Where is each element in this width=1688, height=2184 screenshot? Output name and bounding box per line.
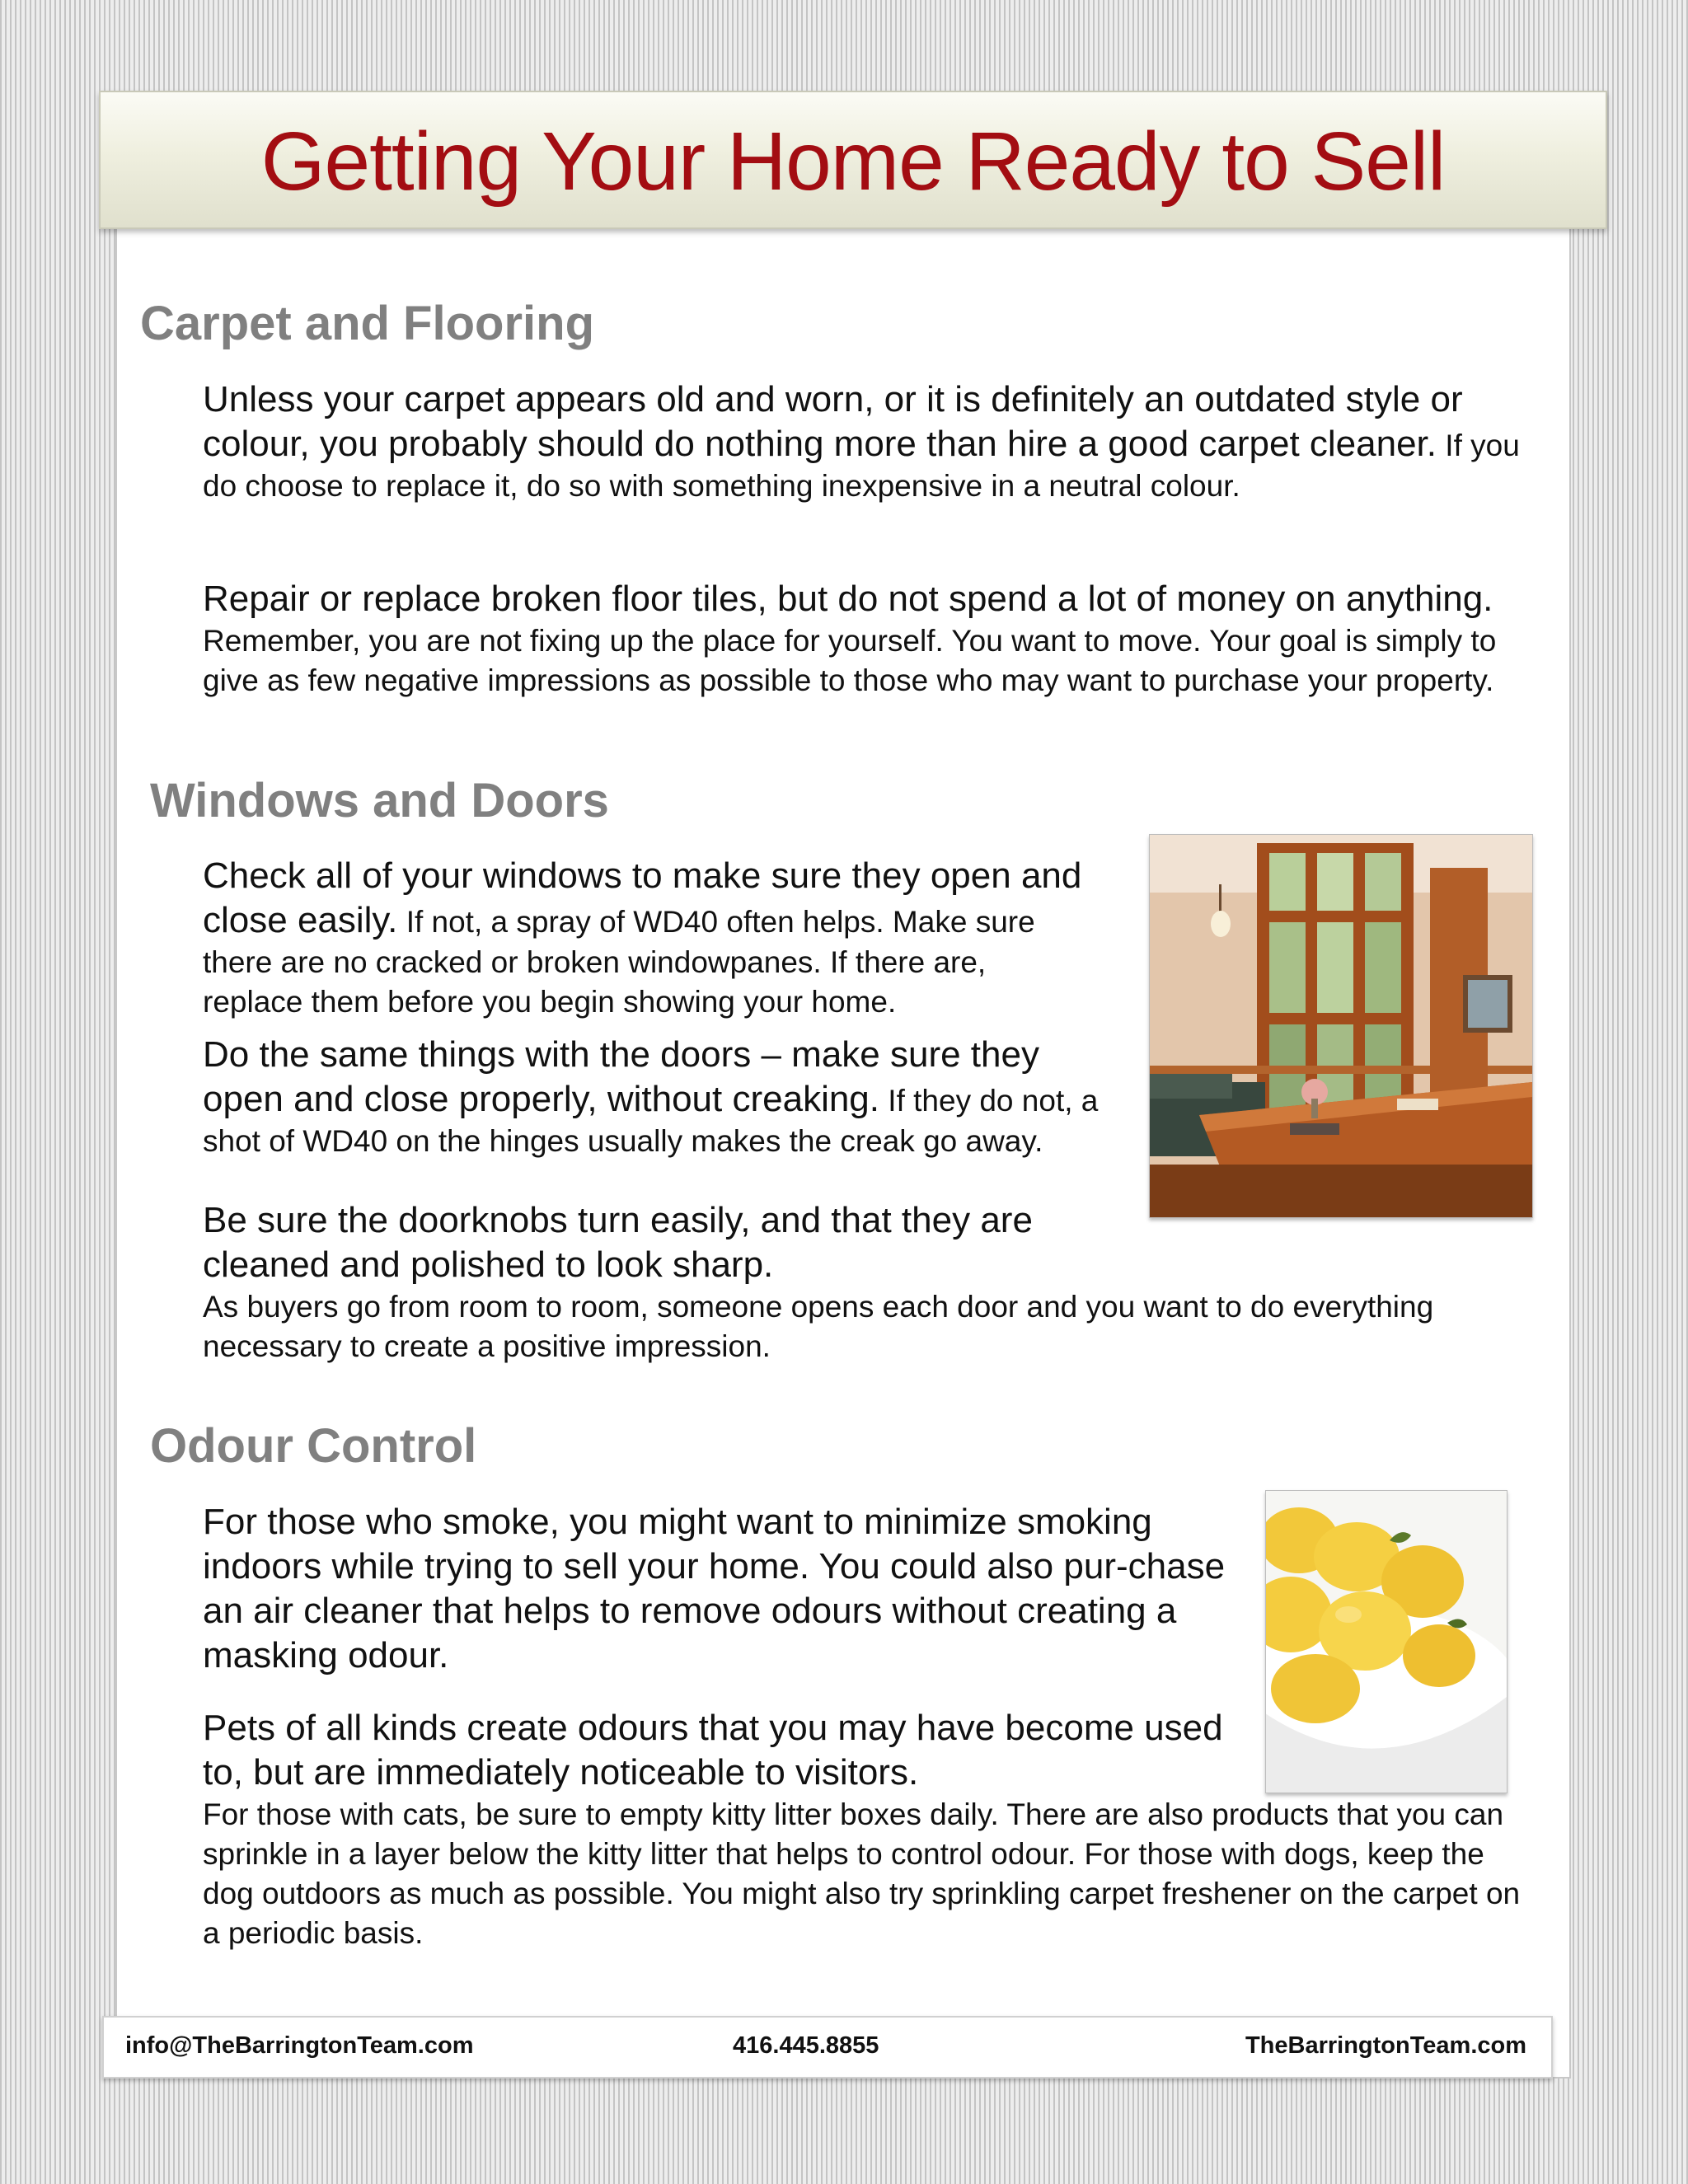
windows-p3-lead: Be sure the doorknobs turn easily, and that they are cleaned and polished to look sharp. bbox=[203, 1200, 1033, 1285]
windows-paragraph-3 bbox=[203, 1198, 1505, 1366]
carpet-paragraph-1 bbox=[203, 377, 1522, 506]
title-banner bbox=[99, 91, 1607, 229]
windows-p2-rest: If they do not, a shot of WD40 on the hinges usually makes the creak go away. bbox=[203, 1084, 1099, 1158]
windows-p1-lead: Check all of your windows to make sure they open and close easily. bbox=[203, 855, 1082, 940]
footer-website[interactable]: TheBarringtonTeam.com bbox=[1245, 2032, 1526, 2059]
carpet-p1-rest: If you do choose to replace it, do so with something inexpensive in a neutral colour. bbox=[203, 429, 1520, 503]
windows-p1-rest: If not, a spray of WD40 often helps. Make sure there are no cracked or broken windowpanes. If there are, replace them before you begin showing your home. bbox=[203, 905, 1035, 1019]
living-room-illustration bbox=[1150, 835, 1532, 1217]
carpet-p2-lead: Repair or replace broken floor tiles, but do not spend a lot of money on anything. bbox=[203, 579, 1493, 619]
living-room-photo bbox=[1149, 834, 1533, 1218]
odour-p2-rest: For those with cats, be sure to empty kitty litter boxes daily. There are also products that you can sprinkle in a layer below the kitty litter that helps to control odour. For those with dogs, keep the dog outdoors as much as possible. You might also try sprinkling carpet freshener on the carpet on a periodic basis. bbox=[203, 1797, 1521, 1950]
section-heading-carpet: Carpet and Flooring bbox=[140, 297, 594, 350]
section-heading-odour: Odour Control bbox=[150, 1419, 477, 1473]
carpet-p1-lead: Unless your carpet appears old and worn, or it is definitely an outdated style or colour, you probably should do nothing more than hire a good carpet cleaner. bbox=[203, 379, 1463, 464]
windows-paragraph-2 bbox=[203, 1033, 1118, 1161]
odour-p1-text: For those who smoke, you might want to minimize smoking indoors while trying to sell your home. You could also pur-chase an air cleaner that helps to remove odours without creating a masking odour. bbox=[203, 1502, 1226, 1675]
footer-email[interactable]: info@TheBarringtonTeam.com bbox=[125, 2032, 474, 2059]
section-heading-windows: Windows and Doors bbox=[150, 774, 609, 827]
page-title: Getting Your Home Ready to Sell bbox=[260, 115, 1446, 208]
windows-paragraph-1 bbox=[203, 854, 1085, 1022]
carpet-p2-rest: Remember, you are not fixing up the place for yourself. You want to move. Your goal is simply to give as few negative impressions as possible to those who may want to purchase your property. bbox=[203, 624, 1497, 697]
lemon-bowl-photo bbox=[1265, 1490, 1507, 1793]
footer-phone[interactable]: 416.445.8855 bbox=[733, 2032, 879, 2059]
carpet-paragraph-2 bbox=[203, 577, 1505, 701]
windows-p3-rest: As buyers go from room to room, someone opens each door and you want to do everything necessary to create a positive impression. bbox=[203, 1290, 1434, 1363]
lemon-bowl-illustration bbox=[1266, 1491, 1507, 1793]
odour-paragraph-1 bbox=[203, 1500, 1250, 1678]
windows-p2-lead: Do the same things with the doors – make sure they open and close properly, without creaking. bbox=[203, 1034, 1039, 1119]
odour-p2-lead: Pets of all kinds create odours that you may have become used to, but are immediately noticeable to visitors. bbox=[203, 1708, 1223, 1793]
footer-bar bbox=[102, 2016, 1553, 2079]
